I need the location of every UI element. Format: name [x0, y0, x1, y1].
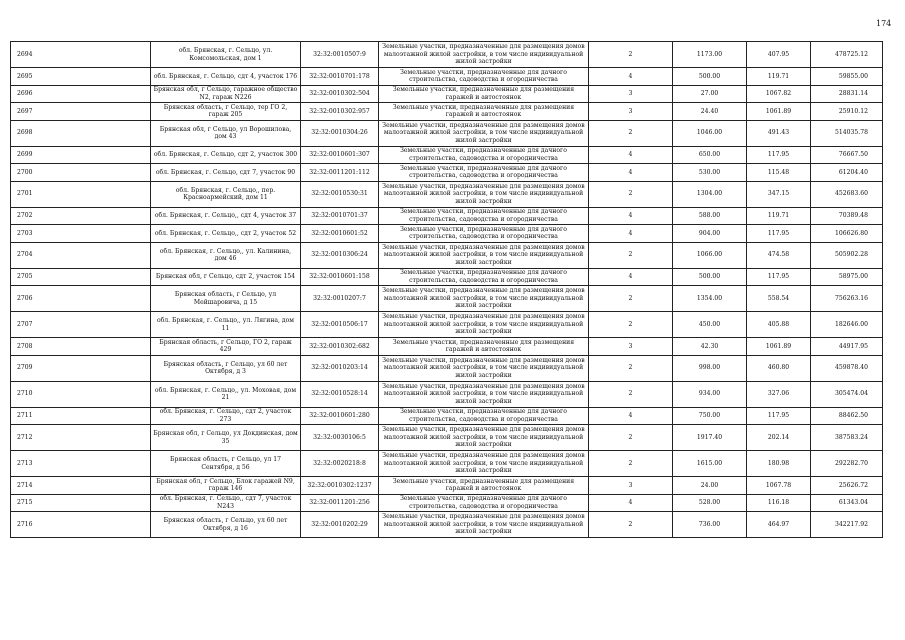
land-use-cell: Земельные участки, предназначенные для дачного строительства, садоводства и огородничества — [379, 146, 589, 164]
specific-value-cell: 1067.78 — [747, 477, 811, 495]
address-cell: обл. Брянская, г. Сельцо,, сдт 4, участок 37 — [151, 207, 301, 225]
specific-value-cell: 327.06 — [747, 381, 811, 407]
specific-value-cell: 119.71 — [747, 68, 811, 86]
address-cell: обл. Брянская, г. Сельцо,, ул. Калинина, дом 46 — [151, 242, 301, 268]
area-cell: 24.40 — [673, 103, 747, 121]
area-cell: 1046.00 — [673, 120, 747, 146]
land-use-cell: Земельные участки, предназначенные для дачного строительства, садоводства и огородничества — [379, 207, 589, 225]
table-row — [11, 103, 883, 121]
land-use-cell: Земельные участки, предназначенные для размещения гаражей и автостоянок — [379, 477, 589, 495]
table-row — [11, 451, 883, 477]
cadastral-number-cell: 32:32:0010203:14 — [301, 355, 379, 381]
land-use-cell: Земельные участки, предназначенные для дачного строительства, садоводства и огородничества — [379, 407, 589, 425]
row-number: 2694 — [11, 42, 151, 68]
area-cell: 1615.00 — [673, 451, 747, 477]
cadastral-number-cell: 32:32:0010601:52 — [301, 225, 379, 243]
cadastral-number-cell: 32:32:0010306:24 — [301, 242, 379, 268]
row-number: 2703 — [11, 225, 151, 243]
cadastral-number-cell: 32:32:0010304:26 — [301, 120, 379, 146]
category-cell: 3 — [589, 85, 673, 103]
row-number: 2707 — [11, 312, 151, 338]
cadastral-number-cell: 32:32:0010601:158 — [301, 268, 379, 286]
address-cell: обл. Брянская, г. Сельцо,, ул. Лягина, дом 11 — [151, 312, 301, 338]
table-body — [11, 42, 883, 538]
specific-value-cell: 491.43 — [747, 120, 811, 146]
area-cell: 42.30 — [673, 338, 747, 356]
cadastral-value-cell: 305474.04 — [811, 381, 883, 407]
cadastral-value-cell: 59855.00 — [811, 68, 883, 86]
row-number: 2702 — [11, 207, 151, 225]
table-row — [11, 146, 883, 164]
address-cell: обл. Брянская, г. Сельцо,, сдт 2, участок 273 — [151, 407, 301, 425]
address-cell: обл. Брянская, г. Сельцо, сдт 4, участок 176 — [151, 68, 301, 86]
table-row — [11, 494, 883, 512]
land-use-cell: Земельные участки, предназначенные для размещения домов малоэтажной жилой застройки, в том числе индивидуальной жилой застройки — [379, 425, 589, 451]
cadastral-value-cell: 459878.40 — [811, 355, 883, 381]
specific-value-cell: 115.48 — [747, 164, 811, 182]
row-number: 2708 — [11, 338, 151, 356]
area-cell: 750.00 — [673, 407, 747, 425]
row-number: 2701 — [11, 181, 151, 207]
land-use-cell: Земельные участки, предназначенные для размещения гаражей и автостоянок — [379, 103, 589, 121]
table-row — [11, 225, 883, 243]
address-cell: Брянская обл, г Сельцо, ул Докдинская, дом 35 — [151, 425, 301, 451]
row-number: 2697 — [11, 103, 151, 121]
category-cell: 4 — [589, 146, 673, 164]
area-cell: 1917.40 — [673, 425, 747, 451]
table-row — [11, 338, 883, 356]
address-cell: Брянская обл, г Сельцо, ул Ворошилова, дом 43 — [151, 120, 301, 146]
specific-value-cell: 1061.89 — [747, 338, 811, 356]
table-row — [11, 286, 883, 312]
cadastral-value-cell: 292282.70 — [811, 451, 883, 477]
table-row — [11, 312, 883, 338]
category-cell: 4 — [589, 225, 673, 243]
table-row — [11, 181, 883, 207]
specific-value-cell: 119.71 — [747, 207, 811, 225]
row-number: 2713 — [11, 451, 151, 477]
category-cell: 2 — [589, 512, 673, 538]
land-use-cell: Земельные участки, предназначенные для размещения домов малоэтажной жилой застройки, в том числе индивидуальной жилой застройки — [379, 355, 589, 381]
row-number: 2705 — [11, 268, 151, 286]
specific-value-cell: 117.95 — [747, 407, 811, 425]
land-use-cell: Земельные участки, предназначенные для размещения домов малоэтажной жилой застройки, в том числе индивидуальной жилой застройки — [379, 181, 589, 207]
address-cell: обл. Брянская, г. Сельцо,, ул. Моховая, дом 21 — [151, 381, 301, 407]
address-cell: обл. Брянская, г. Сельцо,, пер. Красноармейский, дом 11 — [151, 181, 301, 207]
cadastral-value-cell: 452683.60 — [811, 181, 883, 207]
specific-value-cell: 116.18 — [747, 494, 811, 512]
table-row — [11, 42, 883, 68]
cadastral-number-cell: 32:32:0010302:1237 — [301, 477, 379, 495]
cadastral-value-cell: 182646.00 — [811, 312, 883, 338]
land-use-cell: Земельные участки, предназначенные для размещения домов малоэтажной жилой застройки, в том числе индивидуальной жилой застройки — [379, 286, 589, 312]
specific-value-cell: 117.95 — [747, 146, 811, 164]
land-use-cell: Земельные участки, предназначенные для дачного строительства, садоводства и огородничества — [379, 68, 589, 86]
address-cell: обл. Брянская, г. Сельцо,, сдт 7, участок N243 — [151, 494, 301, 512]
category-cell: 2 — [589, 312, 673, 338]
cadastral-number-cell: 32:32:0010601:280 — [301, 407, 379, 425]
category-cell: 4 — [589, 164, 673, 182]
row-number: 2709 — [11, 355, 151, 381]
land-use-cell: Земельные участки, предназначенные для размещения домов малоэтажной жилой застройки, в том числе индивидуальной жилой застройки — [379, 381, 589, 407]
address-cell: Брянская область, г Сельцо, ул 17 Сентября, д 56 — [151, 451, 301, 477]
cadastral-number-cell: 32:32:0010506:17 — [301, 312, 379, 338]
area-cell: 736.00 — [673, 512, 747, 538]
cadastral-value-cell: 514035.78 — [811, 120, 883, 146]
table-row — [11, 120, 883, 146]
specific-value-cell: 117.95 — [747, 225, 811, 243]
cadastral-value-cell: 25626.72 — [811, 477, 883, 495]
area-cell: 24.00 — [673, 477, 747, 495]
category-cell: 2 — [589, 181, 673, 207]
cadastral-number-cell: 32:32:0020218:8 — [301, 451, 379, 477]
table-row — [11, 355, 883, 381]
specific-value-cell: 117.95 — [747, 268, 811, 286]
area-cell: 27.00 — [673, 85, 747, 103]
cadastral-number-cell: 32:32:0010302:504 — [301, 85, 379, 103]
specific-value-cell: 405.88 — [747, 312, 811, 338]
table-row — [11, 381, 883, 407]
cadastral-value-cell: 58975.00 — [811, 268, 883, 286]
land-register-table — [10, 41, 883, 538]
table-row — [11, 512, 883, 538]
area-cell: 500.00 — [673, 68, 747, 86]
page-number: 174 — [876, 19, 892, 28]
cadastral-number-cell: 32:32:0010507:9 — [301, 42, 379, 68]
cadastral-number-cell: 32:32:0010528:14 — [301, 381, 379, 407]
cadastral-value-cell: 342217.92 — [811, 512, 883, 538]
cadastral-value-cell: 478725.12 — [811, 42, 883, 68]
cadastral-number-cell: 32:32:0010530:31 — [301, 181, 379, 207]
cadastral-number-cell: 32:32:0011201:256 — [301, 494, 379, 512]
cadastral-value-cell: 76667.50 — [811, 146, 883, 164]
category-cell: 3 — [589, 338, 673, 356]
cadastral-value-cell: 70389.48 — [811, 207, 883, 225]
row-number: 2696 — [11, 85, 151, 103]
row-number: 2715 — [11, 494, 151, 512]
category-cell: 2 — [589, 42, 673, 68]
land-use-cell: Земельные участки, предназначенные для размещения домов малоэтажной жилой застройки, в том числе индивидуальной жилой застройки — [379, 451, 589, 477]
cadastral-number-cell: 32:32:0010601:307 — [301, 146, 379, 164]
row-number: 2711 — [11, 407, 151, 425]
row-number: 2712 — [11, 425, 151, 451]
area-cell: 1354.00 — [673, 286, 747, 312]
cadastral-value-cell: 756263.16 — [811, 286, 883, 312]
specific-value-cell: 474.58 — [747, 242, 811, 268]
category-cell: 2 — [589, 286, 673, 312]
area-cell: 650.00 — [673, 146, 747, 164]
area-cell: 998.00 — [673, 355, 747, 381]
land-use-cell: Земельные участки, предназначенные для размещения домов малоэтажной жилой застройки, в том числе индивидуальной жилой застройки — [379, 312, 589, 338]
land-use-cell: Земельные участки, предназначенные для размещения домов малоэтажной жилой застройки, в том числе индивидуальной жилой застройки — [379, 120, 589, 146]
row-number: 2710 — [11, 381, 151, 407]
address-cell: обл. Брянская, г. Сельцо, сдт 2, участок 300 — [151, 146, 301, 164]
row-number: 2706 — [11, 286, 151, 312]
cadastral-value-cell: 106626.80 — [811, 225, 883, 243]
cadastral-number-cell: 32:32:0010302:957 — [301, 103, 379, 121]
cadastral-value-cell: 505902.28 — [811, 242, 883, 268]
specific-value-cell: 407.95 — [747, 42, 811, 68]
cadastral-value-cell: 88462.50 — [811, 407, 883, 425]
cadastral-number-cell: 32:32:0011201:112 — [301, 164, 379, 182]
land-use-cell: Земельные участки, предназначенные для размещения домов малоэтажной жилой застройки, в том числе индивидуальной жилой застройки — [379, 42, 589, 68]
category-cell: 2 — [589, 451, 673, 477]
address-cell: Брянская обл, г Сельцо, гаражное общество N2, гараж N226 — [151, 85, 301, 103]
cadastral-number-cell: 32:32:0010202:29 — [301, 512, 379, 538]
table-row — [11, 407, 883, 425]
category-cell: 4 — [589, 407, 673, 425]
table-row — [11, 164, 883, 182]
cadastral-number-cell: 32:32:0030106:5 — [301, 425, 379, 451]
row-number: 2700 — [11, 164, 151, 182]
land-use-cell: Земельные участки, предназначенные для размещения домов малоэтажной жилой застройки, в том числе индивидуальной жилой застройки — [379, 242, 589, 268]
category-cell: 4 — [589, 207, 673, 225]
area-cell: 904.00 — [673, 225, 747, 243]
address-cell: обл. Брянская, г. Сельцо, сдт 7, участок 90 — [151, 164, 301, 182]
address-cell: Брянская область, г Сельцо, тер ГО 2, гараж 205 — [151, 103, 301, 121]
cadastral-number-cell: 32:32:0010302:682 — [301, 338, 379, 356]
table-row — [11, 268, 883, 286]
cadastral-value-cell: 387583.24 — [811, 425, 883, 451]
category-cell: 2 — [589, 355, 673, 381]
specific-value-cell: 1061.89 — [747, 103, 811, 121]
area-cell: 1304.00 — [673, 181, 747, 207]
row-number: 2714 — [11, 477, 151, 495]
table-row — [11, 242, 883, 268]
table-row — [11, 85, 883, 103]
area-cell: 934.00 — [673, 381, 747, 407]
address-cell: обл. Брянская, г. Сельцо, ул. Комсомольская, дом 1 — [151, 42, 301, 68]
category-cell: 4 — [589, 68, 673, 86]
specific-value-cell: 180.98 — [747, 451, 811, 477]
cadastral-value-cell: 28831.14 — [811, 85, 883, 103]
cadastral-value-cell: 61343.04 — [811, 494, 883, 512]
address-cell: Брянская обл, г Сельцо, сдт 2, участок 154 — [151, 268, 301, 286]
land-use-cell: Земельные участки, предназначенные для дачного строительства, садоводства и огородничества — [379, 494, 589, 512]
row-number: 2716 — [11, 512, 151, 538]
category-cell: 2 — [589, 425, 673, 451]
address-cell: Брянская область, г Сельцо, ГО 2, гараж 429 — [151, 338, 301, 356]
area-cell: 588.00 — [673, 207, 747, 225]
table-row — [11, 477, 883, 495]
table-row — [11, 68, 883, 86]
area-cell: 1173.00 — [673, 42, 747, 68]
specific-value-cell: 1067.82 — [747, 85, 811, 103]
land-use-cell: Земельные участки, предназначенные для размещения гаражей и автостоянок — [379, 85, 589, 103]
cadastral-value-cell: 25910.12 — [811, 103, 883, 121]
cadastral-number-cell: 32:32:0010207:7 — [301, 286, 379, 312]
land-use-cell: Земельные участки, предназначенные для размещения домов малоэтажной жилой застройки, в том числе индивидуальной жилой застройки — [379, 512, 589, 538]
cadastral-value-cell: 61204.40 — [811, 164, 883, 182]
land-use-cell: Земельные участки, предназначенные для дачного строительства, садоводства и огородничества — [379, 268, 589, 286]
address-cell: Брянская область, г Сельцо, ул 60 лет Октября, д 3 — [151, 355, 301, 381]
category-cell: 4 — [589, 494, 673, 512]
row-number: 2695 — [11, 68, 151, 86]
address-cell: Брянская обл, г Сельцо, Блок гаражей N9, гараж 146 — [151, 477, 301, 495]
area-cell: 530.00 — [673, 164, 747, 182]
category-cell: 2 — [589, 242, 673, 268]
area-cell: 528.00 — [673, 494, 747, 512]
category-cell: 3 — [589, 477, 673, 495]
specific-value-cell: 460.80 — [747, 355, 811, 381]
cadastral-number-cell: 32:32:0010701:37 — [301, 207, 379, 225]
specific-value-cell: 558.54 — [747, 286, 811, 312]
area-cell: 500.00 — [673, 268, 747, 286]
table-row — [11, 425, 883, 451]
address-cell: Брянская область, г Сельцо, ул Мейшаровича, д 15 — [151, 286, 301, 312]
row-number: 2699 — [11, 146, 151, 164]
area-cell: 450.00 — [673, 312, 747, 338]
land-use-cell: Земельные участки, предназначенные для размещения гаражей и автостоянок — [379, 338, 589, 356]
area-cell: 1066.00 — [673, 242, 747, 268]
category-cell: 2 — [589, 120, 673, 146]
specific-value-cell: 347.15 — [747, 181, 811, 207]
land-use-cell: Земельные участки, предназначенные для дачного строительства, садоводства и огородничества — [379, 164, 589, 182]
land-use-cell: Земельные участки, предназначенные для дачного строительства, садоводства и огородничества — [379, 225, 589, 243]
specific-value-cell: 202.14 — [747, 425, 811, 451]
cadastral-number-cell: 32:32:0010701:178 — [301, 68, 379, 86]
category-cell: 3 — [589, 103, 673, 121]
row-number: 2698 — [11, 120, 151, 146]
category-cell: 2 — [589, 381, 673, 407]
category-cell: 4 — [589, 268, 673, 286]
row-number: 2704 — [11, 242, 151, 268]
specific-value-cell: 464.97 — [747, 512, 811, 538]
address-cell: Брянская область, г Сельцо, ул 60 лет Октября, д 16 — [151, 512, 301, 538]
table-row — [11, 207, 883, 225]
address-cell: обл. Брянская, г. Сельцо,, сдт 2, участок 52 — [151, 225, 301, 243]
cadastral-value-cell: 44917.95 — [811, 338, 883, 356]
